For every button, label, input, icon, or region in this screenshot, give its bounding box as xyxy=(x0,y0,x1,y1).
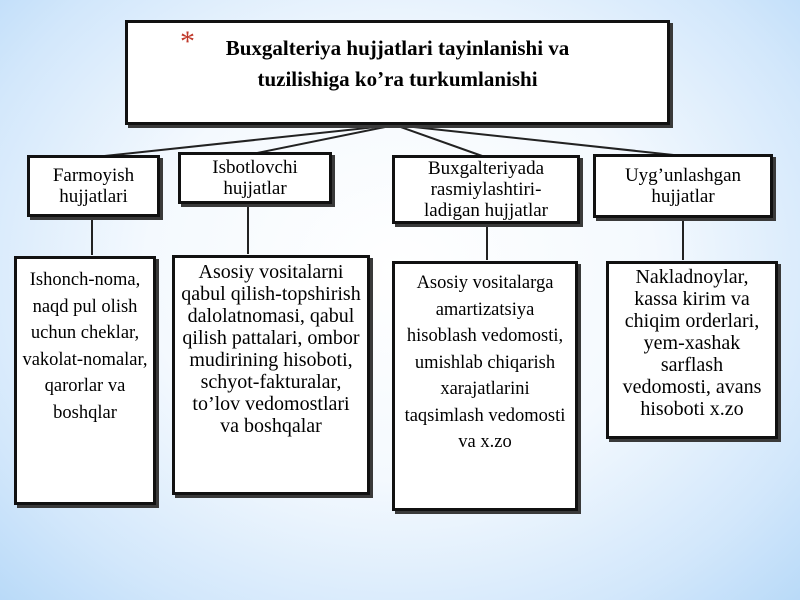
detail-farmoyish xyxy=(14,256,156,505)
detail-farmoyish-text: Ishonch-noma, naqd pul olish uchun cheklar, vakolat-nomalar, qarorlar va boshqlar xyxy=(22,270,148,423)
detail-uygunlashgan xyxy=(606,261,778,439)
category-rasmiy-label: Buxgalteriyada rasmiylashtiri-ladigan hujjatlar xyxy=(424,158,548,221)
title-bullet: * xyxy=(180,25,195,58)
category-farmoyish-label: Farmoyish hujjatlari xyxy=(52,165,135,207)
detail-uygunlashgan-text: Nakladnoylar, kassa kirim va chiqim orderlari, yem-xashak sarflash vedomosti, avans hisoboti x.zo xyxy=(622,266,762,420)
category-isbotlovchi-label: Isbotlovchi hujjatlar xyxy=(212,157,298,199)
detail-rasmiy-text: Asosiy vositalarga amartizatsiya hisoblash vedomosti, umishlab chiqarish xarajatlarini taqsimlash vedomosti va x.zo xyxy=(404,273,566,452)
category-uygunlashgan xyxy=(593,154,773,218)
detail-isbotlovchi-text: Asosiy vositalarni qabul qilish-topshirish dalolatnomasi, qabul qilish pattalari, ombor mudirining hisoboti, schyot-fakturalar, to’lov vedomostlari va boshqalar xyxy=(181,261,361,437)
title-line-2: tuzilishiga ko’ra turkumlanishi xyxy=(257,67,538,91)
connector-title-isbotlovchi xyxy=(252,125,395,154)
category-farmoyish xyxy=(27,155,160,217)
category-rasmiy xyxy=(392,155,580,224)
diagram-title-box xyxy=(125,20,670,125)
category-isbotlovchi xyxy=(178,152,332,204)
title-line-1: Buxgalteriya hujjatlari tayinlanishi va xyxy=(225,36,570,60)
detail-rasmiy xyxy=(392,261,578,511)
category-uygunlashgan-label: Uyg’unlashgan hujjatlar xyxy=(624,165,742,207)
detail-isbotlovchi xyxy=(172,255,370,495)
